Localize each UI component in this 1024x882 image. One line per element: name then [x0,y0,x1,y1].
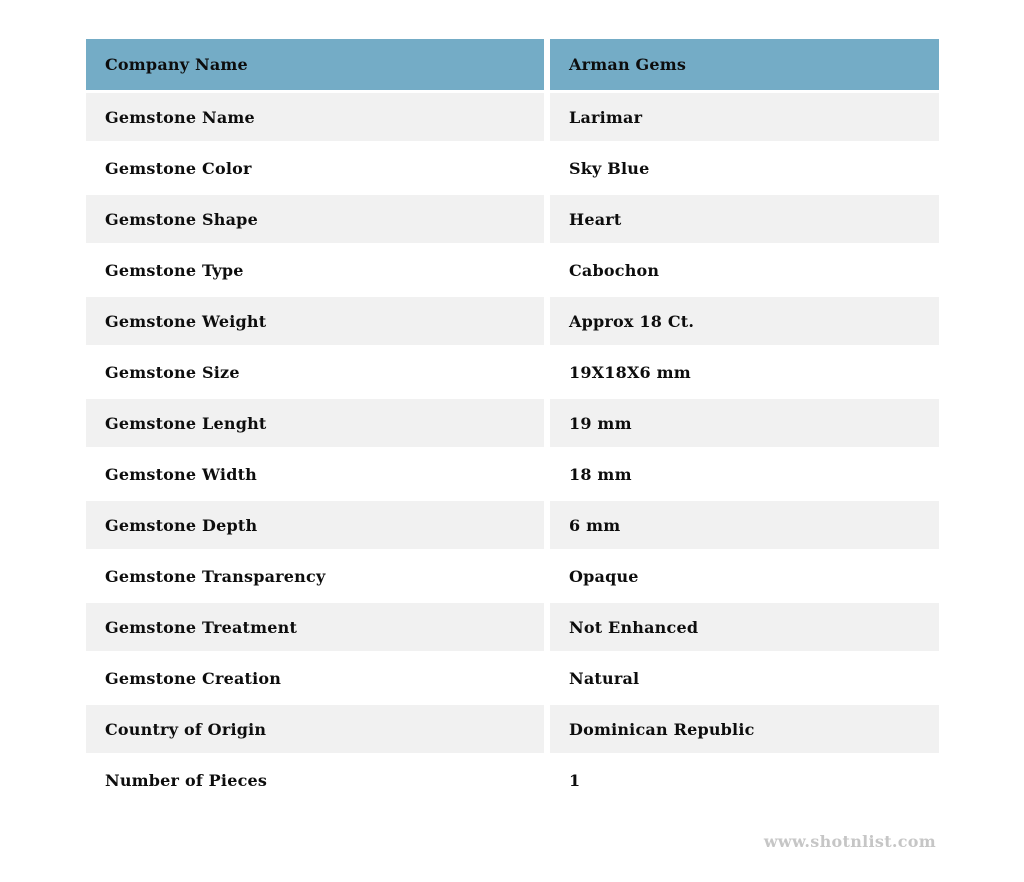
row-label: Gemstone Transparency [86,552,544,600]
row-label: Gemstone Lenght [86,399,544,447]
row-label: Gemstone Shape [86,195,544,243]
table-row [86,603,939,651]
row-value: Heart [550,195,939,243]
row-value: Natural [550,654,939,702]
row-label: Gemstone Creation [86,654,544,702]
row-value: Sky Blue [550,144,939,192]
gemstone-spec-table [86,39,939,807]
row-value: Opaque [550,552,939,600]
row-value: Dominican Republic [550,705,939,753]
row-label: Gemstone Weight [86,297,544,345]
table-row [86,654,939,702]
row-label: Gemstone Width [86,450,544,498]
row-value: Approx 18 Ct. [550,297,939,345]
table-row [86,246,939,294]
row-label: Gemstone Type [86,246,544,294]
header-value-cell: Arman Gems [550,39,939,90]
table-row [86,450,939,498]
table-row [86,501,939,549]
table-row [86,144,939,192]
row-value: 6 mm [550,501,939,549]
row-label: Country of Origin [86,705,544,753]
table-row [86,93,939,141]
row-value: 19 mm [550,399,939,447]
table-row [86,348,939,396]
row-label: Number of Pieces [86,756,544,804]
table-header-row [86,39,939,90]
row-value: Cabochon [550,246,939,294]
row-label: Gemstone Size [86,348,544,396]
header-label-cell: Company Name [86,39,544,90]
table-row [86,756,939,804]
table-row [86,705,939,753]
row-value: 1 [550,756,939,804]
row-value: Not Enhanced [550,603,939,651]
row-label: Gemstone Color [86,144,544,192]
row-value: Larimar [550,93,939,141]
row-label: Gemstone Name [86,93,544,141]
row-label: Gemstone Depth [86,501,544,549]
table-row [86,399,939,447]
table-row [86,552,939,600]
table-row [86,297,939,345]
row-value: 19X18X6 mm [550,348,939,396]
row-label: Gemstone Treatment [86,603,544,651]
watermark-url: www.shotnlist.com [763,832,936,851]
table-row [86,195,939,243]
row-value: 18 mm [550,450,939,498]
table-body [86,93,939,804]
